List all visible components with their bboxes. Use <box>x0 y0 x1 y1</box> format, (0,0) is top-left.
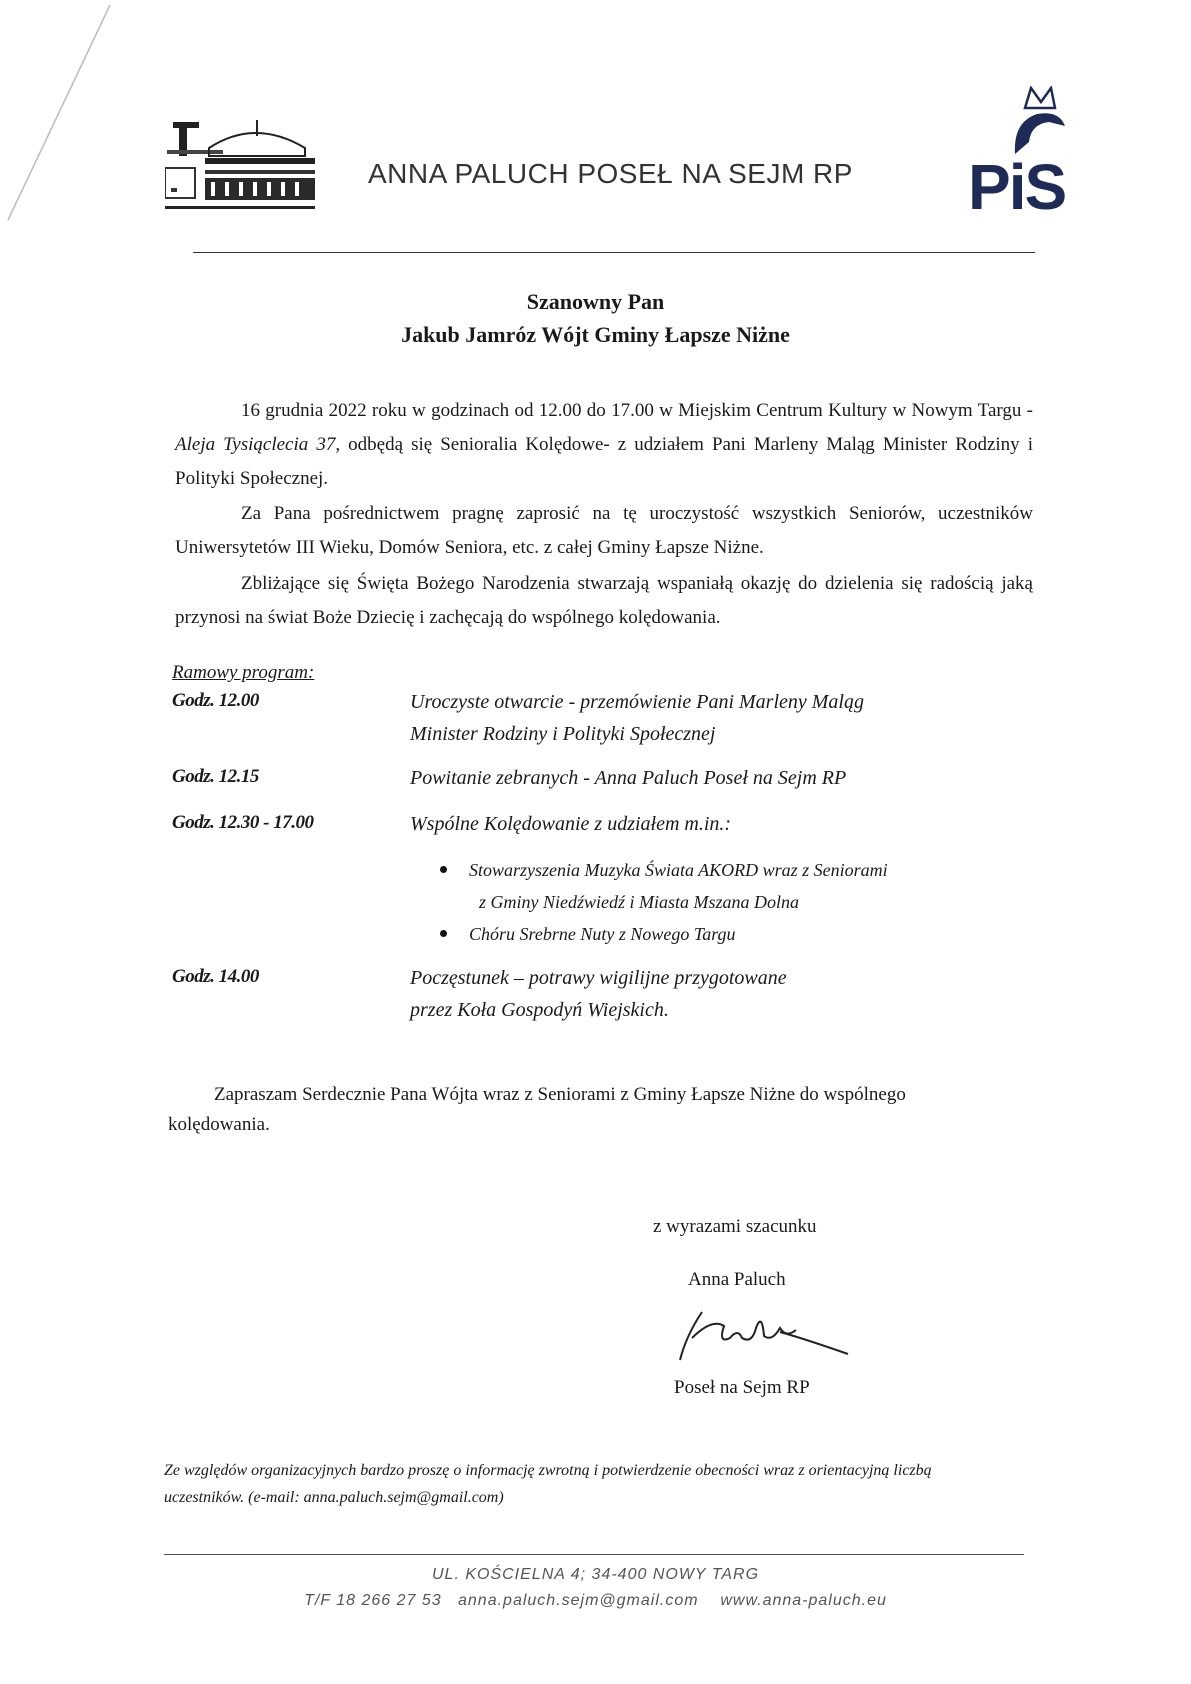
header-title: ANNA PALUCH POSEŁ NA SEJM RP <box>368 158 853 189</box>
program-desc-3: Wspólne Kolędowanie z udziałem m.in.: <box>410 813 732 835</box>
closing-invite: Zapraszam Serdecznie Pana Wójta wraz z Seniorami z Gminy Łapsze Niżne do wspólnego kolędowania. <box>168 1084 906 1135</box>
sejm-logo-icon <box>165 108 335 218</box>
pis-logo-text: PiS <box>968 151 1066 223</box>
footer-divider <box>164 1554 1024 1555</box>
program-desc-4-line2: przez Koła Gospodyń Wiejskich. <box>410 999 669 1021</box>
program-time-3: Godz. 12.30 - 17.00 <box>172 812 314 833</box>
program-bullet-1 <box>440 854 888 918</box>
program-desc-4-line1: Poczęstunek – potrawy wigilijne przygotowane <box>410 967 787 989</box>
header-divider <box>193 252 1035 253</box>
program-heading: Ramowy program: <box>172 662 315 683</box>
closing-name: Anna Paluch <box>688 1269 786 1290</box>
program-desc-2: Powitanie zebranych - Anna Paluch Poseł na Sejm RP <box>410 767 847 789</box>
bullet-dot-icon <box>440 866 447 873</box>
scan-artifact-line <box>0 0 120 230</box>
salutation-line1: Szanowny Pan <box>526 289 665 314</box>
program-desc-1-line1: Uroczyste otwarcie - przemówienie Pani Marleny Maląg <box>410 691 864 713</box>
body-paragraph-3: Zbliżające się Święta Bożego Narodzenia stwarzają wspaniałą okazję do dzielenia się radością jaką przynosi na świat Boże Dziecię i zachęcają do wspólnego kolędowania. <box>175 573 1033 628</box>
p1-text-b: odbędą się Senioralia Kolędowe- z udziałem Pani Marleny Maląg Minister Rodziny i Polityki Społecznej. <box>175 434 1034 489</box>
p1-text-a: 16 grudnia 2022 roku w godzinach od 12.00 do 17.00 w Miejskim Centrum Kultury w Nowym Targu - <box>241 400 1033 421</box>
footer-address: UL. KOŚCIELNA 4; 34-400 NOWY TARG <box>431 1566 760 1583</box>
bullet-dot-icon <box>440 930 447 937</box>
body-paragraph-1 <box>175 394 1033 496</box>
program-time-4: Godz. 14.00 <box>172 966 259 987</box>
program-desc-1 <box>410 686 864 750</box>
program-time-1: Godz. 12.00 <box>172 690 259 711</box>
closing-role: Poseł na Sejm RP <box>674 1377 810 1398</box>
organizational-note: Ze względów organizacyjnych bardzo proszę o informację zwrotną i potwierdzenie obecności wraz z orientacyjną liczbą uczestników. (e-mail: anna.paluch.sejm@gmail.com) <box>164 1462 932 1506</box>
footer-contact: T/F 18 266 27 53 anna.paluch.sejm@gmail.com www.anna-paluch.eu <box>304 1592 887 1609</box>
program-time-2: Godz. 12.15 <box>172 766 259 787</box>
bullet-1-line2: z Gminy Niedźwiedź i Miasta Mszana Dolna <box>479 892 800 912</box>
program-desc-4 <box>410 962 787 1026</box>
handwritten-signature <box>672 1298 862 1368</box>
bullet-1-line1: Stowarzyszenia Muzyka Świata AKORD wraz z Seniorami <box>469 860 888 880</box>
program-bullet-2 <box>440 918 736 950</box>
program-desc-1-line2: Minister Rodziny i Polityki Społecznej <box>410 723 716 745</box>
p1-address: Aleja Tysiąclecia 37, <box>175 434 341 455</box>
body-paragraph-2: Za Pana pośrednictwem pragnę zaprosić na tę uroczystość wszystkich Seniorów, uczestników Uniwersytetów III Wieku, Domów Seniora, etc. z całej Gminy Łapsze Niżne. <box>175 503 1033 558</box>
bullet-2-line1: Chóru Srebrne Nuty z Nowego Targu <box>469 924 736 944</box>
salutation-line2: Jakub Jamróz Wójt Gminy Łapsze Niżne <box>401 322 790 347</box>
closing-regards: z wyrazami szacunku <box>653 1216 817 1237</box>
